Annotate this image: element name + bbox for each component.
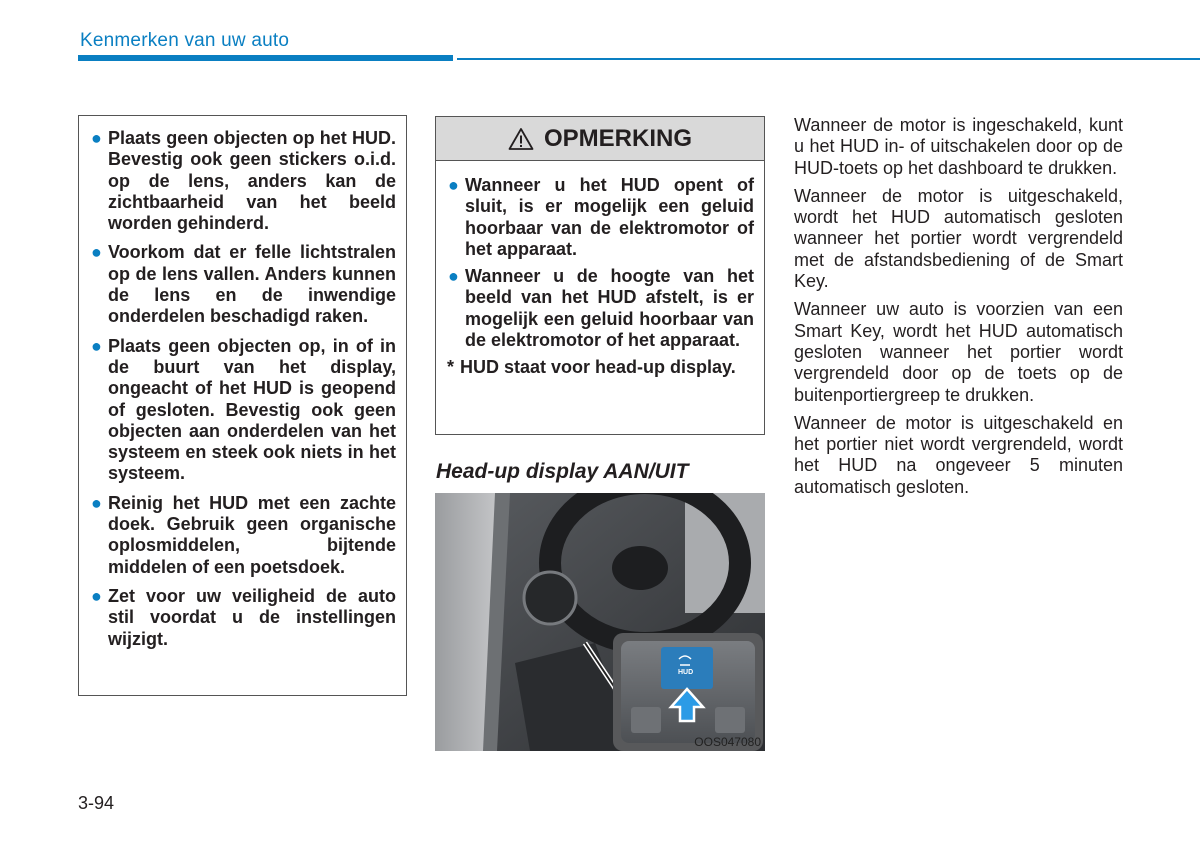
note-item — [446, 175, 754, 260]
hud-button-label: HUD — [678, 669, 694, 676]
bullet-icon: ● — [448, 266, 459, 287]
bullet-icon: ● — [448, 175, 459, 195]
bullet-icon: ● — [91, 128, 102, 148]
note-title: OPMERKING — [543, 124, 692, 152]
caution-item — [89, 128, 396, 234]
note-header — [436, 117, 764, 161]
paragraph: Wanneer uw auto is voorzien van een Smart Key, wordt het HUD automatisch gesloten wanneer het portier wordt vergrendeld door op de toets op de buitenportiergreep te drukken. — [794, 299, 1123, 405]
hud-button-photo — [435, 493, 765, 751]
caution-item-text: Voorkom dat er felle lichtstralen op de lens vallen. Anders kunnen de lens en de inwendige onderdelen beschadigd raken. — [108, 242, 396, 327]
caution-item-text: Plaats geen objecten op het HUD. Bevestig ook geen stickers o.i.d. op de lens, anders kan de zichtbaarheid van het beeld worden gehinderd. — [108, 128, 396, 234]
caution-item — [89, 586, 396, 650]
section-heading: Head-up display AAN/UIT — [436, 460, 689, 483]
note-box — [435, 116, 765, 435]
header-rule-thick — [78, 55, 453, 61]
footnote-asterisk: * — [447, 357, 455, 378]
note-item-text: Wanneer u de hoogte van het beeld van het HUD afstelt, is er mogelijk een geluid hoorbaar van de elektromotor of het apparaat. — [465, 266, 754, 351]
section-header-title: Kenmerken van uw auto — [80, 30, 290, 51]
header-rule-thin — [457, 58, 1200, 60]
note-item-text: Wanneer u het HUD opent of sluit, is er mogelijk een geluid hoorbaar van de elektromotor of het apparaat. — [465, 175, 754, 259]
caution-item — [89, 336, 396, 485]
paragraph: Wanneer de motor is uitgeschakeld, wordt het HUD automatisch gesloten wanneer het portier wordt vergrendeld met de afstandsbediening of de Smart Key. — [794, 185, 1123, 292]
caution-item — [89, 242, 396, 327]
warning-triangle-icon — [508, 127, 534, 151]
bullet-icon: ● — [91, 492, 102, 513]
right-column — [794, 115, 1123, 505]
caution-box — [78, 115, 407, 696]
caution-item-text: Zet voor uw veiligheid de auto stil voordat u de instellingen wijzigt. — [108, 585, 396, 649]
note-item — [446, 266, 754, 351]
page-number: 3-94 — [78, 793, 115, 813]
dashboard-illustration — [435, 493, 765, 751]
caution-item-text: Plaats geen objecten op, in of in de buurt van het display, ongeacht of het HUD is geopend of gesloten. Bevestig ook geen objecten aan onderdelen van het systeem en steek ook niets in het systeem. — [108, 335, 396, 484]
note-footnote — [446, 357, 754, 378]
figure-code: OOS047080 — [694, 735, 761, 749]
paragraph: Wanneer de motor is uitgeschakeld en het portier niet wordt vergrendeld, wordt het HUD na ongeveer 5 minuten automatisch gesloten. — [794, 412, 1123, 497]
bullet-icon: ● — [91, 335, 102, 356]
caution-item-text: Reinig het HUD met een zachte doek. Gebruik geen organische oplosmiddelen, bijtende middelen of een poetsdoek. — [108, 492, 396, 577]
paragraph: Wanneer de motor is ingeschakeld, kunt u het HUD in- of uitschakelen door op de HUD-toets op het dashboard te drukken. — [794, 115, 1123, 178]
caution-item — [89, 493, 396, 578]
footnote-text: HUD staat voor head-up display. — [460, 357, 736, 378]
bullet-icon: ● — [91, 242, 102, 263]
bullet-icon: ● — [91, 585, 102, 606]
